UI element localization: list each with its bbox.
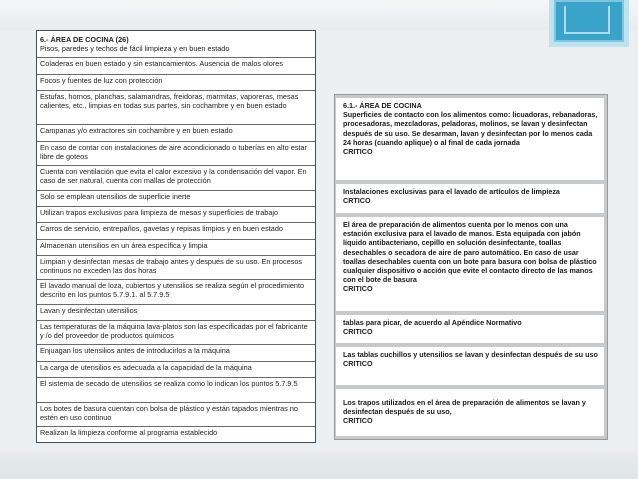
critical-card [336,315,604,343]
card-tag: CRTICO [343,196,371,206]
slide-top-band [0,0,638,30]
card-text: Instalaciones exclusivas para el lavado de artículos de limpieza [343,187,560,196]
table-row: Enjuagan los utensilios antes de introducirlos a la máquina [37,344,315,361]
table-row: En caso de contar con instalaciones de aire acondicionado o tuberías en alto estar libre de goteos [37,141,315,165]
checklist-table [36,30,316,443]
table-row: Estufas, hornos, planchas, salamandras, freidoras, marmitas, vaporeras, mesas calientes, etc., limpias en todas sus partes, sin cochambre y en buen estado [37,90,315,124]
card-title: 6.1.- ÁREA DE COCINA [343,101,422,110]
table-row: Las temperaturas de la máquina lava-platos son las especificadas por el fabricante y /o del proveedor de productos químicos [37,320,315,344]
table-row: El lavado manual de loza, cubiertos y utensilios se realiza según el procedimiento descrito en los puntos 5.7.9.1. al 5.7.9.5 [37,279,315,304]
card-tag: CRITICO [343,147,373,157]
critical-card [336,389,604,436]
table-row: Realizan la limpieza conforme al programa establecido [37,426,315,442]
table-row: Cuenta con ventilación que evita el calor excesivo y la condensación del vapor. En caso de ser natural, cuenta con mallas de protección [37,165,315,190]
table-row: La carga de utensilios es adecuada a la capacidad de la máquina [37,361,315,377]
table-row: Almacenan utensilios en un área específica y limpia [37,239,315,255]
card-text: tablas para picar, de acuerdo al Apéndice Normativo [343,318,522,327]
table-header [37,31,315,57]
critical-card [336,347,604,385]
table-row: Focos y fuentes de luz con protección [37,74,315,90]
card-tag: CRITICO [343,284,373,294]
table-row: Solo se emplean utensilios de superficie inerte [37,190,315,206]
card-text: Los trapos utilizados en el área de preparación de alimentos se lavan y desinfectan después de su uso, [343,398,586,417]
table-row: Lavan y desinfectan utensilios [37,304,315,320]
card-text: Las tablas cuchillos y utensilios se lavan y desinfectan después de su uso [343,350,598,359]
table-row: Carros de servicio, entrepaños, gavetas y repisas limpios y en buen estado [37,222,315,239]
card-tag: CRITICO [343,359,373,369]
critical-card [336,98,604,180]
slide-bottom-band [0,451,638,479]
card-text: Superficies de contacto con los alimentos como: licuadoras, rebanadoras, procesadoras, mezcladoras, peladoras, molinos, se lavan y desinfectan después de su uso. Se desarman, lavan y desinfectan por lo menos cada 24 horas (cuando aplique) o al final de cada jornada [343,110,598,147]
table-row: El sistema de secado de utensilios se realiza como lo indican los puntos 5.7.9.5 [37,377,315,402]
card-tag: CRITICO [343,327,373,337]
critical-card [336,217,604,311]
table-row: Campanas y/o extractores sin cochambre y en buen estado [37,124,315,141]
critical-card [336,184,604,213]
table-row: Los botes de basura cuentan con bolsa de plástico y están tapados mientras no estén en uso continuo [37,402,315,426]
table-row: Limpian y desinfectan mesas de trabajo antes y después de su uso. En procesos continuos no exceden las dos horas [37,255,315,279]
table-subtitle: Pisos, paredes y techos de fácil limpieza y en buen estado [40,44,230,54]
card-tag: CRITICO [343,416,373,426]
corner-decoration [549,0,629,47]
card-text: El área de preparación de alimentos cuenta por lo menos con una estación exclusiva para el lavado de manos. Esta equipada con jabón líquido antibacteriano, cepillo en solución desinfectante, toallas desechables o secadora de aire de paro automático. En caso de usar toallas desechables cuenta con un bote para basura con bolsa de plástico cualquier dispositivo o acción que evite el contacto directo de las manos con el bote de basura [343,220,597,285]
table-row: Coladeras en buen estado y sin estancamientos. Ausencia de malos olores [37,57,315,74]
table-row: Utilizan trapos exclusivos para limpieza de mesas y superficies de trabajo [37,206,315,222]
table-title: 6.- ÁREA DE COCINA (26) [40,35,129,44]
